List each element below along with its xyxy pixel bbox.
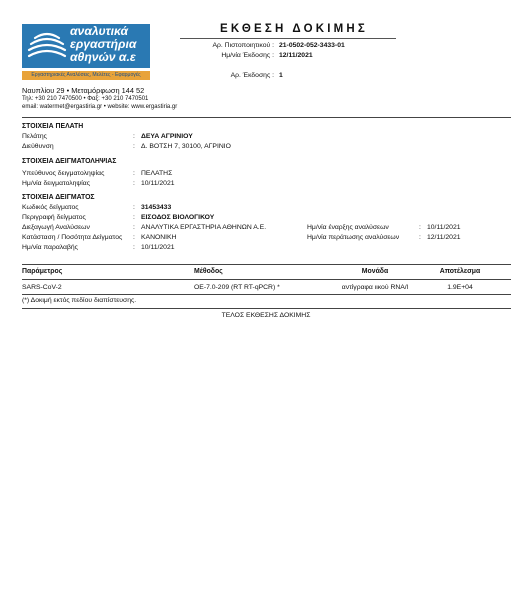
column-header-result: Αποτέλεσμα xyxy=(439,268,481,275)
issue-number: 1 xyxy=(279,72,283,79)
column-header-parameter: Παράμετρος xyxy=(22,268,63,275)
table-top-rule xyxy=(22,264,511,265)
column-header-method: Μέθοδος xyxy=(194,268,223,275)
header-divider xyxy=(22,117,511,118)
colon: : xyxy=(133,224,135,231)
waves-logo-icon xyxy=(25,26,69,66)
table-footnote: (*) Δοκιμή εκτός πεδίου διαπίστευσης. xyxy=(22,297,137,304)
analysis-lab-label: Διεξαγωγή Αναλύσεων xyxy=(22,224,90,231)
certificate-number: 21-0502-052-3433-01 xyxy=(279,42,345,49)
company-logo xyxy=(22,24,150,68)
company-name-logotype: αναλυτικά εργαστήρια αθηνών α.ε xyxy=(70,24,137,65)
footnote-rule xyxy=(22,308,511,309)
colon: : xyxy=(133,143,135,150)
client-heading: ΣΤΟΙΧΕΙΑ ΠΕΛΑΤΗ xyxy=(22,123,84,130)
sample-description-value: ΕΙΣΟΔΟΣ ΒΙΟΛΟΓΙΚΟΥ xyxy=(141,214,215,221)
sample-condition-label: Κατάσταση / Ποσότητα Δείγματος xyxy=(22,234,123,241)
company-address: Ναυπλίου 29 • Μεταμόρφωση 144 52 xyxy=(22,86,145,95)
analysis-end-label: Ημ/νία περάτωσης αναλύσεων xyxy=(307,234,400,241)
table-cell-result: 1.9E+04 xyxy=(447,284,473,291)
table-cell-parameter: SARS-CoV-2 xyxy=(22,284,62,291)
table-cell-method: ΟΕ-7.0-209 (RT RT-qPCR) * xyxy=(194,284,280,291)
column-header-unit: Μονάδα xyxy=(361,268,389,275)
sample-condition-value: ΚΑΝΟΝΙΚΗ xyxy=(141,234,177,241)
sample-description-label: Περιγραφή δείγματος xyxy=(22,214,86,221)
analysis-start-label: Ημ/νία έναρξης αναλύσεων xyxy=(307,224,389,231)
analysis-end-value: 12/11/2021 xyxy=(427,234,461,241)
sampler-value: ΠΕΛΑΤΗΣ xyxy=(141,170,173,177)
colon: : xyxy=(419,224,421,231)
address-value: Δ. ΒΟΤΣΗ 7, 30100, ΑΓΡΙΝΙΟ xyxy=(141,143,231,150)
sampler-label: Υπεύθυνος δειγματοληψίας xyxy=(22,170,105,177)
company-phone-fax: Τηλ: +30 210 7470500 • Φαξ: +30 210 7470501 xyxy=(22,96,149,102)
client-label: Πελάτης xyxy=(22,133,47,140)
analysis-lab-value: ΑΝΑΛΥΤΙΚΑ ΕΡΓΑΣΤΗΡΙΑ ΑΘΗΝΩΝ Α.Ε. xyxy=(141,224,267,231)
colon: : xyxy=(133,170,135,177)
colon: : xyxy=(419,234,421,241)
client-value: ΔΕΥΑ ΑΓΡΙΝΙΟΥ xyxy=(141,133,193,140)
title-divider xyxy=(180,38,396,39)
sample-code-value: 31453433 xyxy=(141,204,172,211)
colon: : xyxy=(133,204,135,211)
analysis-start-value: 10/11/2021 xyxy=(427,224,461,231)
receipt-date-value: 10/11/2021 xyxy=(141,244,175,251)
colon: : xyxy=(133,180,135,187)
issue-date: 12/11/2021 xyxy=(279,52,313,59)
receipt-date-label: Ημ/νία παραλαβής xyxy=(22,244,78,251)
colon: : xyxy=(133,133,135,140)
sampling-date-label: Ημ/νία δειγματοληψίας xyxy=(22,180,90,187)
table-header-rule xyxy=(22,279,511,280)
report-title: ΕΚΘΕΣΗ ΔΟΚΙΜΗΣ xyxy=(220,23,369,35)
colon: : xyxy=(133,234,135,241)
colon: : xyxy=(133,244,135,251)
company-tagline: Εργαστηριακές Αναλύσεις, Μελέτες - Εφαρμογές xyxy=(22,71,150,80)
colon: : xyxy=(133,214,135,221)
address-label: Διεύθυνση xyxy=(22,143,54,150)
end-of-report: ΤΕΛΟΣ ΕΚΘΕΣΗΣ ΔΟΚΙΜΗΣ xyxy=(221,312,311,319)
company-email-web: email: watermet@ergastiria.gr • website: www.ergastiria.gr xyxy=(22,104,178,110)
sample-code-label: Κωδικός δείγματος xyxy=(22,204,79,211)
sampling-date-value: 10/11/2021 xyxy=(141,180,175,187)
table-cell-unit: αντίγραφα ιικού RNA/l xyxy=(341,284,409,291)
sample-heading: ΣΤΟΙΧΕΙΑ ΔΕΙΓΜΑΤΟΣ xyxy=(22,194,95,201)
table-bottom-rule xyxy=(22,294,511,295)
sampling-heading: ΣΤΟΙΧΕΙΑ ΔΕΙΓΜΑΤΟΛΗΨΙΑΣ xyxy=(22,158,117,165)
